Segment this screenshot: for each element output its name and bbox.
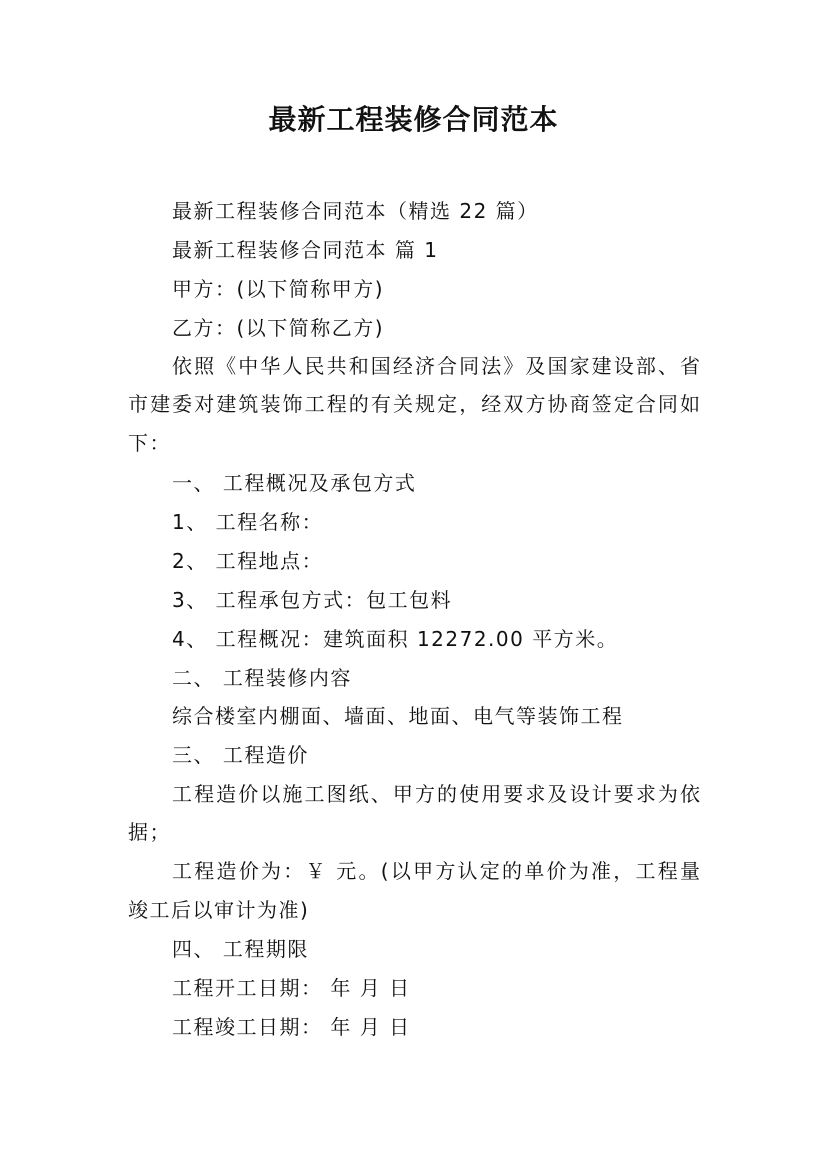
page-title: 最新工程装修合同范本 <box>268 103 559 136</box>
completion-date-line: 工程竣工日期： 年 月 日 <box>172 1015 411 1039</box>
clause-text: 工程造价为：￥ 元。(以甲方认定的单价为准，工程量 <box>172 859 700 883</box>
paragraph-line: 下： <box>128 431 171 455</box>
clause-text: 竣工后以审计为准) <box>128 898 310 922</box>
subtitle-line: 最新工程装修合同范本（精选 22 篇） <box>172 199 539 223</box>
start-date-line: 工程开工日期： 年 月 日 <box>172 976 411 1000</box>
clause-item: 3、 工程承包方式：包工包料 <box>172 588 453 612</box>
clause-item: 4、 工程概况：建筑面积 12272.00 平方米。 <box>172 627 619 651</box>
clause-text: 据； <box>128 820 171 844</box>
clause-text: 综合楼室内棚面、墙面、地面、电气等装饰工程 <box>172 704 624 728</box>
section-heading-line: 最新工程装修合同范本 篇 1 <box>172 238 439 262</box>
paragraph-line: 市建委对建筑装饰工程的有关规定，经双方协商签定合同如 <box>128 392 700 416</box>
party-b-line: 乙方：(以下简称乙方) <box>172 316 385 340</box>
party-a-line: 甲方：(以下简称甲方) <box>172 277 385 301</box>
clause-heading: 四、 工程期限 <box>172 937 309 961</box>
clause-item: 1、 工程名称： <box>172 510 324 534</box>
clause-item: 2、 工程地点： <box>172 549 324 573</box>
clause-text: 工程造价以施工图纸、甲方的使用要求及设计要求为依 <box>172 782 700 806</box>
clause-heading: 三、 工程造价 <box>172 743 309 767</box>
clause-heading: 一、 工程概况及承包方式 <box>172 471 417 495</box>
clause-heading: 二、 工程装修内容 <box>172 666 352 690</box>
paragraph-line: 依照《中华人民共和国经济合同法》及国家建设部、省 <box>172 354 700 378</box>
